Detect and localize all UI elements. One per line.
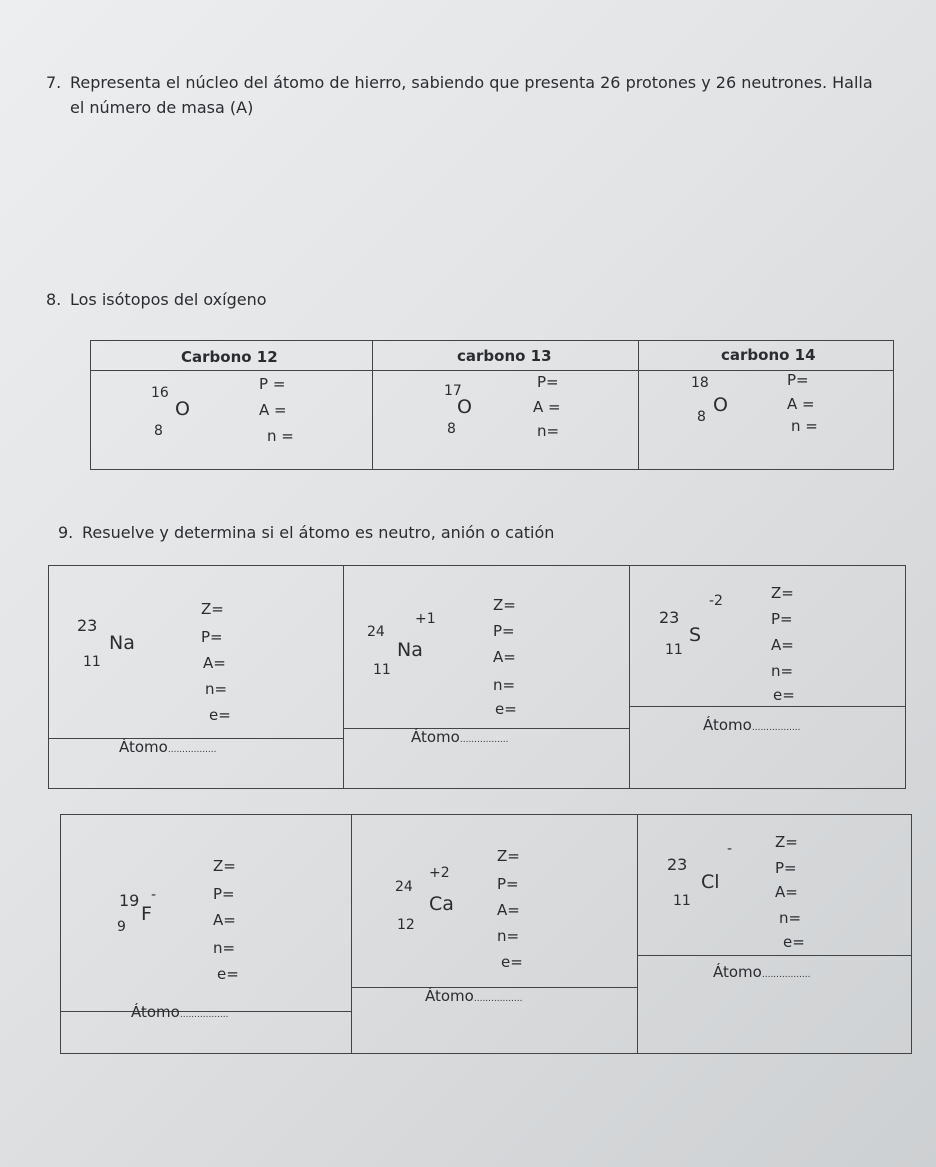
atomic-number: 11 <box>673 893 691 909</box>
element-symbol: Ca <box>429 893 454 915</box>
field-p: P= <box>775 859 797 877</box>
header-carbono-13: carbono 13 <box>457 347 552 365</box>
atomic-number: 11 <box>665 642 683 658</box>
field-a: A= <box>497 901 520 919</box>
element-symbol: S <box>689 624 702 646</box>
atomo-text: Átomo <box>411 728 460 746</box>
atomo-text: Átomo <box>713 963 762 981</box>
column-divider <box>343 566 344 788</box>
mass-number: 24 <box>367 624 385 640</box>
element-symbol: Cl <box>701 871 720 893</box>
question-text-line1: Representa el núcleo del átomo de hierro, sabiendo que presenta 26 protones y 26 neutrones. Halla <box>70 73 873 92</box>
mass-number: 19 <box>119 891 140 910</box>
field-p: P = <box>259 375 286 393</box>
column-divider <box>638 341 639 469</box>
question-9 <box>58 523 554 542</box>
question-8 <box>46 290 267 309</box>
field-e: e= <box>209 706 231 724</box>
field-z: Z= <box>497 847 520 865</box>
atomic-number: 8 <box>447 421 456 437</box>
field-p: P= <box>771 610 793 628</box>
header-carbono-14: carbono 14 <box>721 346 816 364</box>
isotope-table <box>90 340 894 470</box>
header-carbono-12: Carbono 12 <box>181 348 278 366</box>
answer-blank[interactable]: ................. <box>761 970 811 980</box>
charge: - <box>727 841 733 857</box>
field-e: e= <box>217 965 239 983</box>
field-n: n= <box>205 680 228 698</box>
field-a: A= <box>493 648 516 666</box>
ion-table-1 <box>48 565 906 789</box>
atomic-number: 9 <box>117 919 126 935</box>
field-a: A = <box>259 401 287 419</box>
question-text: Los isótopos del oxígeno <box>70 290 267 309</box>
atomo-label <box>713 963 811 981</box>
element-symbol: Na <box>397 639 423 661</box>
element-symbol: O <box>713 394 728 416</box>
answer-blank[interactable]: ................. <box>167 745 217 755</box>
question-number: 8. <box>46 290 62 309</box>
atomic-number: 8 <box>697 409 706 425</box>
field-a: A = <box>533 398 561 416</box>
mass-number: 16 <box>151 385 169 401</box>
answer-blank[interactable]: ................. <box>179 1010 229 1020</box>
atomo-label <box>411 728 509 746</box>
element-symbol: Na <box>109 632 135 654</box>
charge: - <box>151 887 157 903</box>
mass-number: 24 <box>395 879 413 895</box>
field-z: Z= <box>201 600 224 618</box>
header-divider <box>91 370 893 371</box>
column-divider <box>629 566 630 788</box>
field-a: A= <box>203 654 226 672</box>
column-divider <box>372 341 373 469</box>
field-a: A= <box>775 883 798 901</box>
field-a: A= <box>213 911 236 929</box>
atomic-number: 11 <box>83 654 101 670</box>
atomo-text: Átomo <box>119 738 168 756</box>
element-symbol: F <box>141 903 152 925</box>
atomo-text: Átomo <box>131 1003 180 1021</box>
question-number: 9. <box>58 523 74 542</box>
ion-table-2 <box>60 814 912 1054</box>
field-a: A= <box>771 636 794 654</box>
field-a: A = <box>787 395 815 413</box>
element-symbol: O <box>175 398 190 420</box>
charge: +1 <box>415 611 436 627</box>
field-z: Z= <box>771 584 794 602</box>
atomo-text: Átomo <box>703 716 752 734</box>
atomo-label <box>119 738 217 756</box>
field-e: e= <box>783 933 805 951</box>
field-e: e= <box>773 686 795 704</box>
answer-blank[interactable]: ................. <box>459 735 509 745</box>
field-z: Z= <box>493 596 516 614</box>
question-number: 7. <box>46 73 62 92</box>
atomic-number: 12 <box>397 917 415 933</box>
question-text-line2: el número de masa (A) <box>70 98 254 117</box>
mass-number: 23 <box>77 616 98 635</box>
field-n: n= <box>537 422 560 440</box>
field-n: n = <box>791 417 818 435</box>
field-p: P= <box>213 885 235 903</box>
charge: +2 <box>429 865 450 881</box>
answer-blank[interactable]: ................. <box>751 723 801 733</box>
mass-number: 17 <box>444 383 462 399</box>
mass-number: 23 <box>659 608 680 627</box>
field-n: n= <box>497 927 520 945</box>
answer-blank[interactable]: ................. <box>473 994 523 1004</box>
column-divider <box>351 815 352 1053</box>
atomic-number: 11 <box>373 662 391 678</box>
atomo-label <box>703 716 801 734</box>
field-p: P= <box>537 373 559 391</box>
mass-number: 23 <box>667 855 688 874</box>
column-divider <box>637 815 638 1053</box>
field-n: n= <box>493 676 516 694</box>
mass-number: 18 <box>691 375 709 391</box>
field-z: Z= <box>775 833 798 851</box>
atomo-label <box>425 987 523 1005</box>
field-e: e= <box>501 953 523 971</box>
field-n: n= <box>213 939 236 957</box>
atomo-row-divider <box>637 955 911 956</box>
element-symbol: O <box>457 396 472 418</box>
field-p: P= <box>497 875 519 893</box>
field-n: n= <box>779 909 802 927</box>
field-p: P= <box>201 628 223 646</box>
atomo-label <box>131 1003 229 1021</box>
atomo-row-divider <box>629 706 905 707</box>
question-text: Resuelve y determina si el átomo es neutro, anión o catión <box>82 523 555 542</box>
field-z: Z= <box>213 857 236 875</box>
field-e: e= <box>495 700 517 718</box>
field-p: P= <box>493 622 515 640</box>
charge: -2 <box>709 593 723 609</box>
field-n: n= <box>771 662 794 680</box>
field-n: n = <box>267 427 294 445</box>
atomic-number: 8 <box>154 423 163 439</box>
field-p: P= <box>787 371 809 389</box>
atomo-text: Átomo <box>425 987 474 1005</box>
question-7 <box>46 70 886 120</box>
